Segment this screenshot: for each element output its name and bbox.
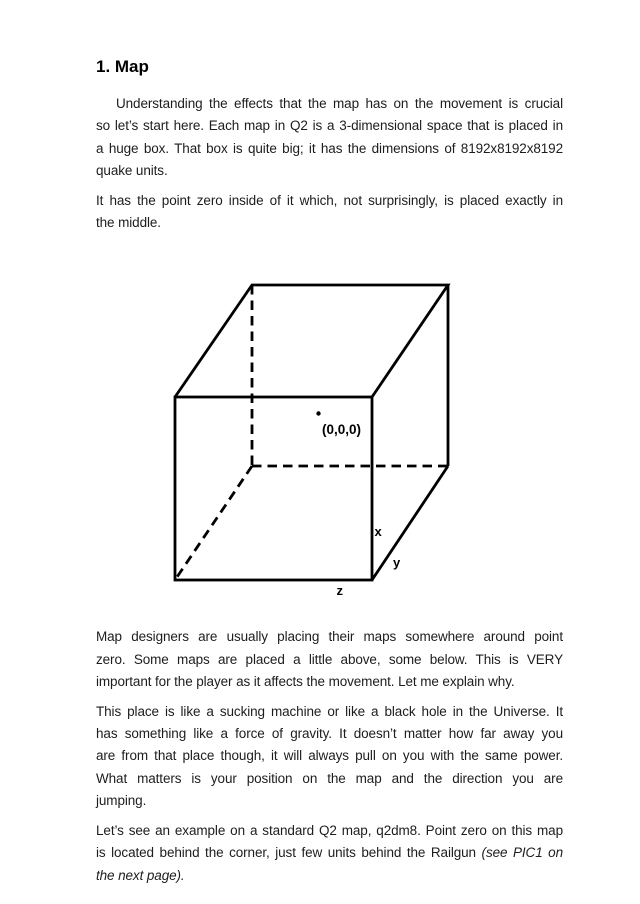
text-line — [96, 649, 563, 671]
text-segment: quake units. — [96, 163, 168, 179]
origin-point-dot — [316, 412, 320, 416]
paragraph — [96, 626, 563, 693]
italic-text: (see PIC1 on — [481, 845, 563, 861]
text-line — [96, 768, 563, 790]
text-segment: Let’s see an example on a standard Q2 map, q2dm8. Point zero on this map — [96, 822, 563, 838]
text-segment: This place is like a sucking machine or like a black hole in the Universe. It — [96, 703, 563, 719]
text-segment: a huge box. That box is quite big; it has the dimensions of 8192x8192x8192 — [96, 140, 563, 156]
text-segment: is located behind the corner, just few units behind the Railgun — [96, 845, 482, 861]
cube-diagram — [160, 273, 460, 603]
text-line — [96, 745, 563, 767]
text-line — [96, 723, 563, 745]
text-segment: Map designers are usually placing their maps somewhere around point — [96, 629, 563, 645]
text-segment: the middle. — [96, 215, 161, 231]
text-segment: so let’s start here. Each map in Q2 is a 3-dimensional space that is placed in — [96, 118, 563, 134]
italic-text: the next page). — [96, 867, 185, 883]
text-line — [96, 190, 563, 212]
text-line — [96, 626, 563, 648]
y-axis-label: y — [393, 555, 401, 571]
text-line — [96, 212, 563, 234]
text-line — [96, 115, 563, 137]
text-segment: important for the player as it affects the movement. Let me explain why. — [96, 674, 515, 690]
paragraph — [96, 93, 563, 183]
z-axis-label: z — [336, 583, 343, 599]
text-segment: has something like a force of gravity. It doesn’t matter how far away you — [96, 726, 563, 742]
body-paragraphs — [96, 626, 563, 886]
intro-paragraphs — [96, 93, 563, 234]
text-line — [96, 160, 563, 182]
section-heading: 1. Map — [96, 57, 149, 76]
text-line — [96, 842, 563, 864]
text-line — [96, 790, 563, 812]
text-line — [96, 138, 563, 160]
cube-solid-edges — [175, 285, 448, 580]
paragraph — [96, 820, 563, 887]
page-content — [96, 0, 563, 894]
origin-label: (0,0,0) — [322, 422, 362, 438]
text-line — [96, 701, 563, 723]
text-segment: zero. Some maps are placed a little above, some below. This is VERY — [96, 651, 563, 667]
text-line — [96, 93, 563, 115]
paragraph — [96, 701, 563, 813]
text-line — [96, 865, 563, 887]
x-axis-label: x — [374, 524, 382, 540]
cube-hidden-edges — [175, 285, 448, 580]
text-segment: What matters is your position on the map and the direction you are — [96, 770, 563, 786]
paragraph — [96, 190, 563, 235]
text-line — [96, 671, 563, 693]
text-segment: It has the point zero inside of it which, not surprisingly, is placed exactly in — [96, 192, 563, 208]
text-segment: Understanding the effects that the map has on the movement is crucial — [116, 96, 563, 111]
text-segment: are from that place though, it will always pull on you with the same power. — [96, 748, 563, 764]
text-line — [96, 820, 563, 842]
text-segment: jumping. — [96, 793, 147, 809]
